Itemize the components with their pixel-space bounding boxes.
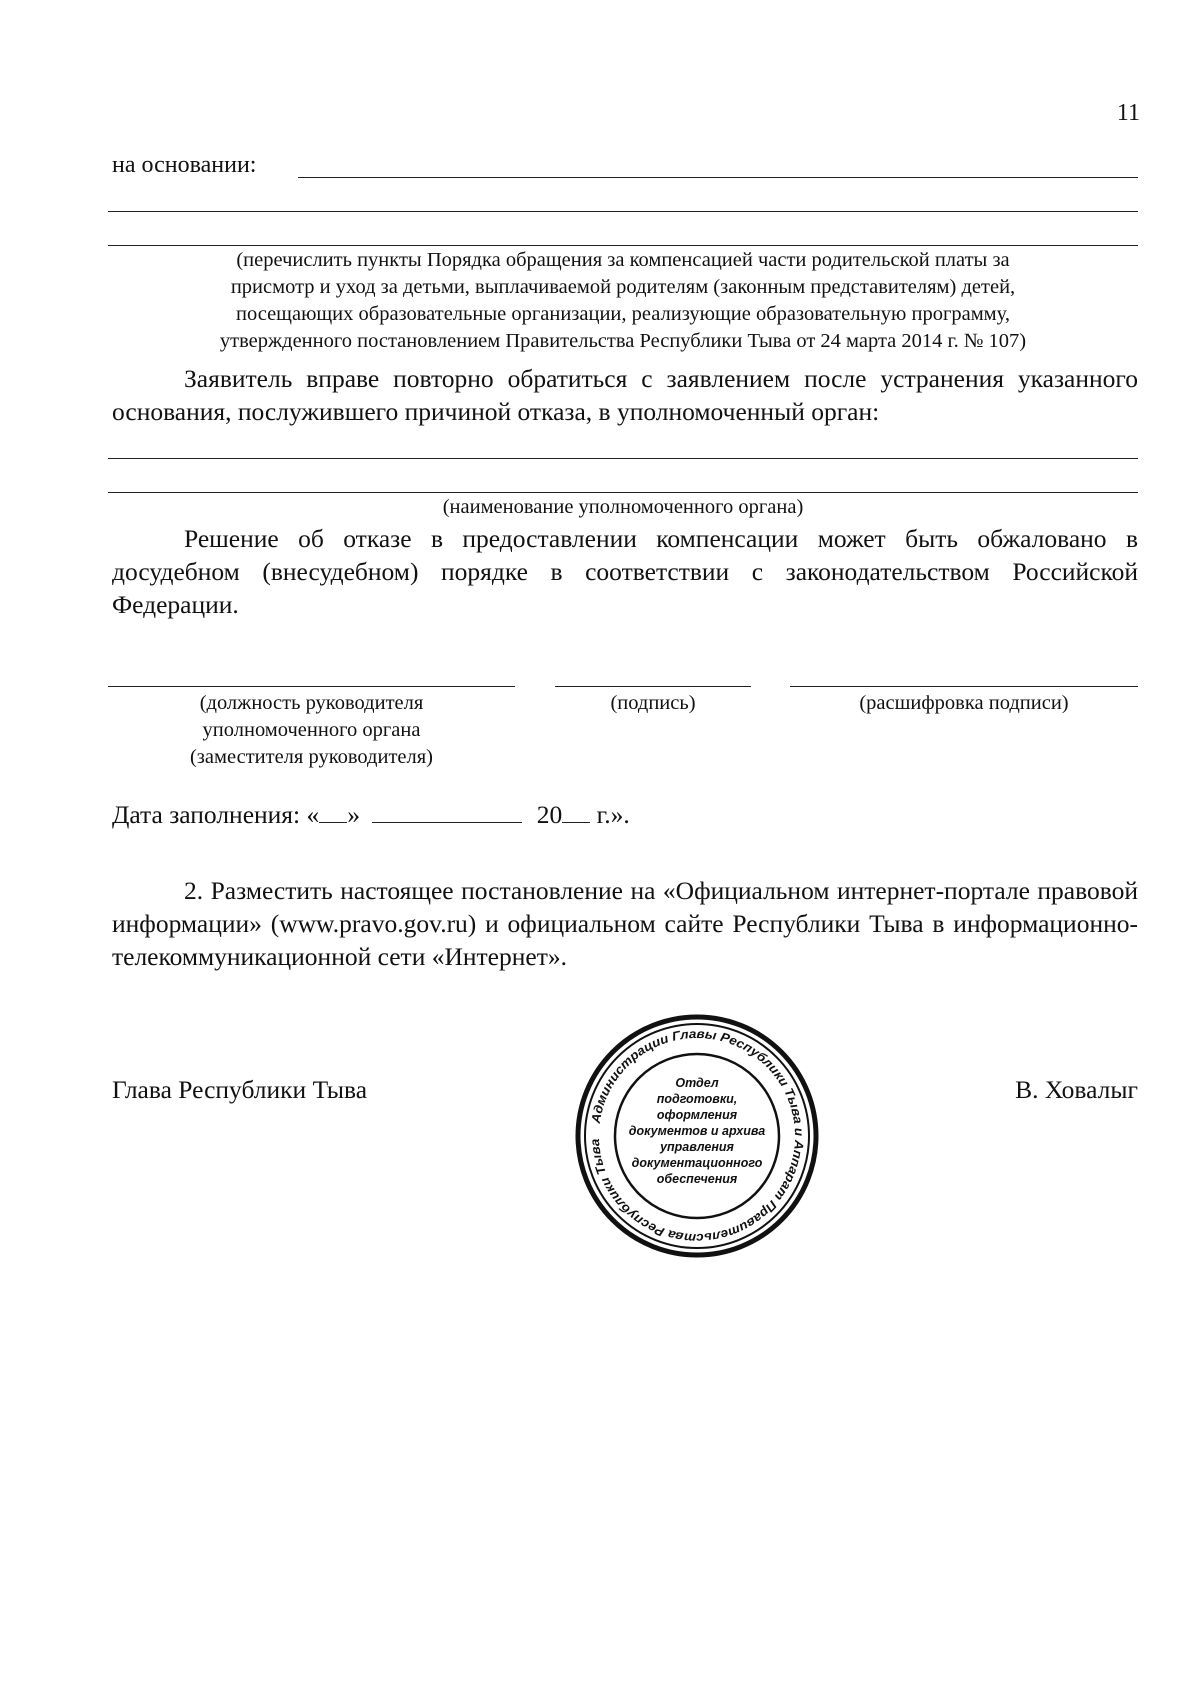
basis-note-line-4: утвержденного постановлением Правительства Республики Тыва от 24 марта 2014 г. № 107)	[219, 330, 1027, 352]
basis-note-line-2: присмотр и уход за детьми, выплачиваемой родителям (законным представителям) детей,	[230, 276, 1016, 298]
reapply-text: Заявитель вправе повторно обратиться с заявлением после устранения указанного основания, послужившего причиной отказа, в уполномоченный орган:	[112, 364, 1138, 426]
decoding-caption: (расшифровка подписи)	[859, 692, 1069, 714]
position-caption	[108, 690, 515, 771]
stamp-center-line-5: управления	[660, 1140, 734, 1154]
date-fill-line	[112, 800, 630, 830]
stamp-center-line-2: подготовки,	[656, 1092, 738, 1106]
basis-note-line-1: (перечислить пункты Порядка обращения за компенсацией части родительской платы за	[236, 249, 1010, 271]
stamp-center-line-1: Отдел	[675, 1076, 719, 1090]
signature-caption: (подпись)	[610, 692, 696, 714]
appeal-paragraph	[112, 522, 1138, 621]
position-caption-line-1: (должность руководителя	[199, 692, 424, 714]
basis-label: на основании:	[112, 152, 257, 178]
stamp-center-line-7: обеспечения	[656, 1172, 738, 1186]
decoding-blank-line	[790, 686, 1138, 687]
stamp-center-line-6: документационного	[631, 1156, 763, 1170]
date-close-quote: »	[347, 800, 360, 829]
position-blank-line	[108, 686, 515, 687]
date-label: Дата заполнения: «	[112, 800, 320, 829]
basis-note-line-3: посещающих образовательные организации, реализующие образовательную программу,	[236, 303, 1010, 325]
stamp-center-text	[629, 1076, 766, 1186]
day-blank	[319, 821, 347, 823]
official-stamp	[574, 1013, 820, 1259]
year-suffix: г.».	[596, 800, 630, 829]
basis-blank-line-2	[108, 211, 1138, 212]
reapply-paragraph	[112, 362, 1138, 428]
stamp-ring-text: Администрации Главы Республики Тыва и Аппарат Правительства Республики Тыва	[588, 1026, 807, 1246]
clause-2-paragraph	[112, 874, 1138, 973]
clause-2-text: 2. Разместить настоящее постановление на «Официальном интернет-портале правовой информации» (www.pravo.gov.ru) и официальном сайте Республики Тыва в информационно-телекоммуникационной сети «Интернет».	[112, 876, 1138, 971]
month-blank	[372, 821, 522, 823]
signer-name: В. Ховалыг	[1015, 1075, 1138, 1104]
position-caption-line-3: (заместителя руководителя)	[189, 746, 434, 768]
authority-note: (наименование уполномоченного органа)	[442, 496, 804, 518]
signer-title: Глава Республики Тыва	[112, 1075, 368, 1104]
appeal-text: Решение об отказе в предоставлении компенсации может быть обжаловано в досудебном (внесудебном) порядке в соответствии с законодательством Российской Федерации.	[112, 524, 1138, 619]
authority-blank-line-2	[108, 492, 1138, 493]
basis-blank-line-3	[108, 245, 1138, 246]
authority-blank-line-1	[108, 458, 1138, 459]
year-prefix: 20	[536, 800, 563, 829]
stamp-center-line-4: документов и архива	[628, 1124, 766, 1138]
position-caption-line-2: уполномоченного органа	[202, 719, 421, 741]
year-blank	[562, 821, 590, 823]
basis-blank-line-1	[298, 177, 1138, 178]
page-number: 11	[1116, 100, 1140, 126]
stamp-center-line-3: оформления	[656, 1108, 738, 1122]
signature-blank-line	[555, 686, 751, 687]
